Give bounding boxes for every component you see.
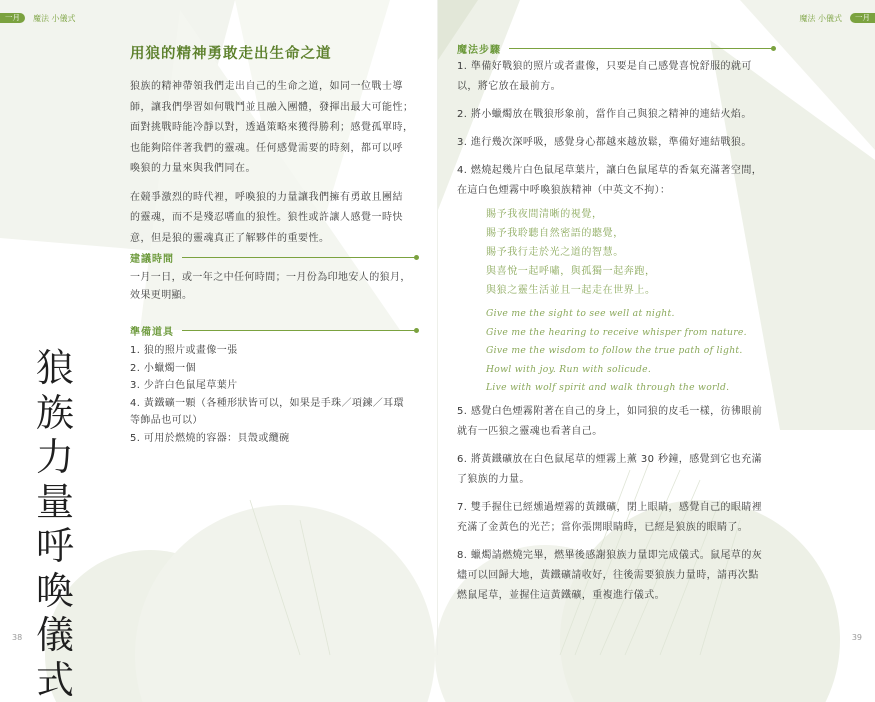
title-char: 狼 bbox=[30, 346, 80, 391]
text-line: 7. 雙手握住已經燻過煙霧的黃鐵礦，閉上眼睛，感覺自己的眼睛裡 bbox=[457, 498, 787, 518]
step-8 bbox=[457, 546, 787, 606]
list-item: 2. 小蠟燭一個 bbox=[130, 360, 418, 378]
step-7 bbox=[457, 498, 787, 538]
heading-rule bbox=[182, 257, 418, 258]
page-gutter bbox=[437, 0, 438, 655]
chant-line: Howl with joy. Run with solicude. bbox=[486, 361, 786, 380]
steps-heading-wrap bbox=[457, 41, 775, 56]
step-3 bbox=[457, 133, 787, 153]
chant-line: 與狼之靈生活並且一起走在世界上。 bbox=[486, 281, 786, 300]
text-line: 師，讓我們學習如何戰鬥並且融入團體，發揮出最大可能性； bbox=[130, 98, 420, 119]
text-line: 在競爭激烈的時代裡，呼喚狼的力量讓我們擁有勇敢且團結 bbox=[130, 188, 420, 209]
page-number-right: 39 bbox=[852, 633, 862, 642]
heading-rule bbox=[509, 48, 775, 49]
step-2 bbox=[457, 105, 787, 125]
chant-line: Give me the hearing to receive whisper from nature. bbox=[486, 324, 786, 343]
title-char: 儀 bbox=[30, 613, 80, 658]
section-heading: 用狼的精神勇敢走出生命之道 bbox=[130, 42, 420, 63]
list-item: 4. 黃鐵礦一顆（各種形狀皆可以，如果是手珠／項鍊／耳環 bbox=[130, 395, 418, 413]
steps-heading bbox=[457, 41, 775, 56]
supplies-heading bbox=[130, 323, 418, 338]
step-1 bbox=[457, 57, 787, 97]
title-char: 力 bbox=[30, 435, 80, 480]
list-item: 5. 可用於燃燒的容器：貝殼或纜碗 bbox=[130, 430, 418, 448]
heading-rule bbox=[182, 330, 418, 331]
timing-section bbox=[130, 250, 418, 304]
text-line: 8. 蠟燭請燃燒完畢，燃畢後感謝狼族力量即完成儀式。鼠尾草的灰 bbox=[457, 546, 787, 566]
supplies-list bbox=[130, 342, 418, 447]
text-line: 5. 感覺白色煙霧附著在自己的身上，如同狼的皮毛一樣，彷彿眼前 bbox=[457, 402, 787, 422]
chapter-tab-right: 一月 bbox=[850, 13, 875, 23]
text-line: 就有一匹狼之靈魂也看著自己。 bbox=[457, 422, 787, 442]
text-line: 面對挑戰時能冷靜以對，透過策略來獲得勝利；感覺孤單時， bbox=[130, 118, 420, 139]
step-4 bbox=[457, 161, 787, 201]
text-line: 1. 準備好戰狼的照片或者畫像，只要是自己感覺喜悅舒服的就可 bbox=[457, 57, 787, 77]
vertical-title bbox=[30, 346, 80, 702]
chapter-tab-left: 一月 bbox=[0, 13, 25, 23]
chant-english bbox=[486, 305, 786, 398]
chant-chinese bbox=[486, 205, 786, 300]
chant-line: Give me the wisdom to follow the true path of light. bbox=[486, 342, 786, 361]
series-title-right: 魔法 小儀式 bbox=[799, 13, 842, 24]
intro-paragraph-2 bbox=[130, 188, 420, 250]
step-6 bbox=[457, 450, 787, 490]
steps-1-4 bbox=[457, 57, 787, 201]
timing-heading bbox=[130, 250, 418, 265]
text-line: 燃鼠尾草，並握住這黃鐵礦，重複進行儀式。 bbox=[457, 586, 787, 606]
intro-paragraph-1 bbox=[130, 77, 420, 180]
chant-line: 與喜悅一起呼嘯，與孤獨一起奔跑， bbox=[486, 262, 786, 281]
text-line: 充滿了金黃色的光芒；當你張開眼睛時，已經是狼族的眼睛了。 bbox=[457, 518, 787, 538]
text-line: 喚狼的力量來與我們同在。 bbox=[130, 159, 420, 180]
list-item: 1. 狼的照片或畫像一張 bbox=[130, 342, 418, 360]
text-line: 燼可以回歸大地，黃鐵礦請收好，往後需要狼族力量時，請再次點 bbox=[457, 566, 787, 586]
chant-line: 賜予我聆聽自然密語的聽覺， bbox=[486, 224, 786, 243]
step-5 bbox=[457, 402, 787, 442]
list-item: 等飾品也可以） bbox=[130, 412, 418, 430]
title-char: 呼 bbox=[30, 524, 80, 569]
text-line: 以，將它放在最前方。 bbox=[457, 77, 787, 97]
text-line: 6. 將黃鐵礦放在白色鼠尾草的煙霧上薰 30 秒鐘，感覺到它也充滿 bbox=[457, 450, 787, 470]
series-title-left: 魔法 小儀式 bbox=[33, 13, 76, 24]
left-page-content bbox=[130, 42, 420, 249]
title-char: 喚 bbox=[30, 569, 80, 614]
text-line: 效果更明顯。 bbox=[130, 287, 418, 305]
text-line: 一月一日，或一年之中任何時間；一月份為印地安人的狼月， bbox=[130, 269, 418, 287]
running-header-left bbox=[0, 10, 84, 26]
text-line: 3. 進行幾次深呼吸，感覺身心都越來越放鬆，準備好連結戰狼。 bbox=[457, 133, 787, 153]
chant-line: Give me the sight to see well at night. bbox=[486, 305, 786, 324]
supplies-section bbox=[130, 323, 418, 447]
steps-title: 魔法步驟 bbox=[457, 41, 501, 56]
text-line: 意，但是狼的靈魂真正了解夥伴的重要性。 bbox=[130, 229, 420, 250]
text-line: 4. 燃燒起幾片白色鼠尾草葉片，讓白色鼠尾草的香氣充滿著空間， bbox=[457, 161, 787, 181]
supplies-title: 準備道具 bbox=[130, 323, 174, 338]
chant-line: 賜予我夜間清晰的視覺， bbox=[486, 205, 786, 224]
timing-text bbox=[130, 269, 418, 304]
text-line: 在這白色煙霧中呼喚狼族精神（中英文不拘）： bbox=[457, 181, 787, 201]
chant-line: 賜予我行走於光之道的智慧。 bbox=[486, 243, 786, 262]
text-line: 狼族的精神帶領我們走出自己的生命之道，如同一位戰士導 bbox=[130, 77, 420, 98]
chant-line: Live with wolf spirit and walk through the world. bbox=[486, 379, 786, 398]
text-line: 了狼族的力量。 bbox=[457, 470, 787, 490]
title-char: 量 bbox=[30, 480, 80, 525]
steps-5-8 bbox=[457, 402, 787, 606]
running-header-right bbox=[791, 10, 875, 26]
text-line: 2. 將小蠟燭放在戰狼形象前，當作自己與狼之精神的連結火焰。 bbox=[457, 105, 787, 125]
page-number-left: 38 bbox=[12, 633, 22, 642]
timing-title: 建議時間 bbox=[130, 250, 174, 265]
title-char: 式 bbox=[30, 658, 80, 702]
text-line: 的靈魂，而不是殘忍嗜血的狼性。狼性或許讓人感覺一時快 bbox=[130, 208, 420, 229]
text-line: 也能夠陪伴著我們的靈魂。任何感覺需要的時刻，都可以呼 bbox=[130, 139, 420, 160]
list-item: 3. 少許白色鼠尾草葉片 bbox=[130, 377, 418, 395]
title-char: 族 bbox=[30, 391, 80, 436]
